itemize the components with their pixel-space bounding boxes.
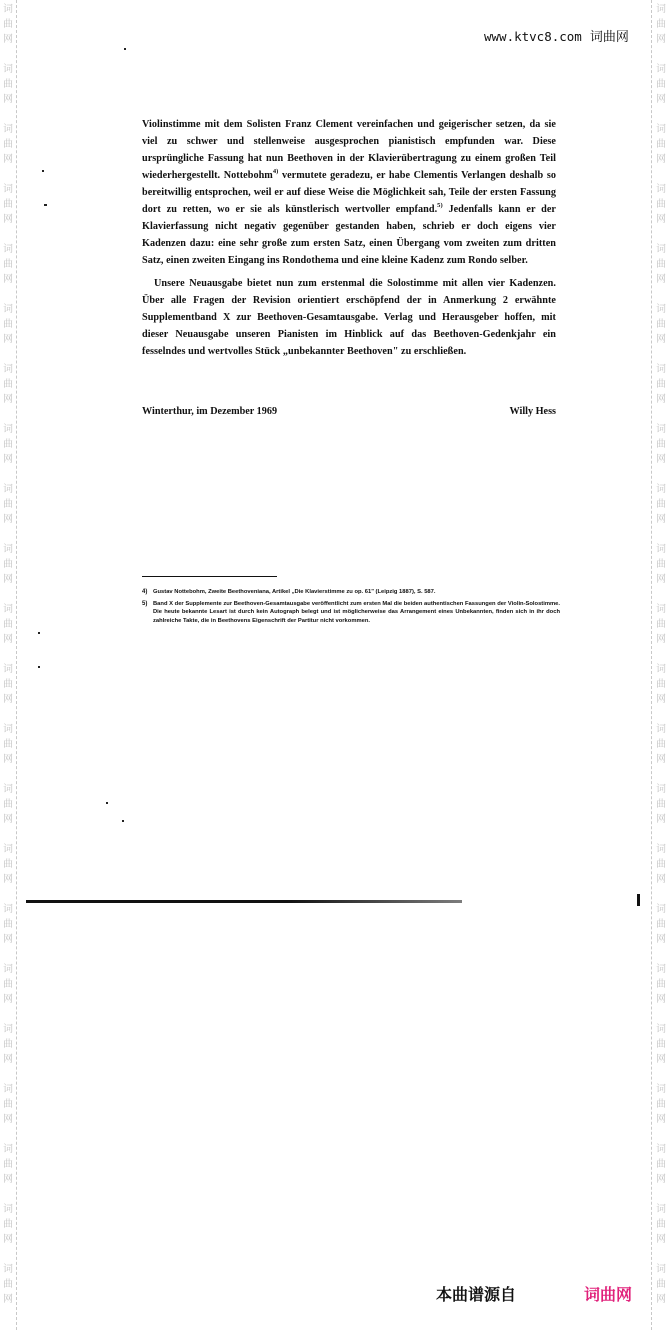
watermark-char: 词 — [656, 1084, 666, 1095]
watermark-char: 曲 — [3, 499, 13, 510]
watermark-group — [656, 60, 666, 120]
site-url[interactable]: www.ktvc8.com — [484, 29, 582, 44]
watermark-char: 词 — [3, 364, 13, 375]
watermark-char: 网 — [3, 34, 13, 45]
watermark-char: 词 — [3, 1204, 13, 1215]
scan-speck — [38, 632, 40, 634]
watermark-group — [656, 300, 666, 360]
watermark-char: 曲 — [656, 739, 666, 750]
watermark-char: 网 — [3, 154, 13, 165]
footnote-text: Band X der Supplemente zur Beethoven-Gesamtausgabe veröffentlicht zum ersten Mal die beiden authentischen Fassungen der Violin-Solostimme. Die heute bekannte Lesart ist durch kein Autograph belegt und ist möglicherweise das Arrangement eines Unbekannten, finden sich in ihr doch zahlreiche Takte, die in Beethovens Eigenschrift der Partitur nicht vorkommen. — [153, 600, 560, 624]
right-watermark-strip — [655, 0, 667, 1330]
watermark-char: 网 — [656, 814, 666, 825]
watermark-char: 曲 — [656, 79, 666, 90]
watermark-char: 网 — [3, 694, 13, 705]
watermark-char: 词 — [656, 844, 666, 855]
watermark-char: 网 — [3, 514, 13, 525]
paragraph-2: Unsere Neuausgabe bietet nun zum erstenmal die Solostimme mit allen vier Kadenzen. Über alle Fragen der Revision orientiert erschöpfend der in Anmerkung 2 erwähnte Supplementband X zur Beethoven-Gesamtausgabe. Verlag und Herausgeber hoffen, mit dieser Neuausgabe unseren Pianisten im Hinblick auf das Beethoven-Gedenkjahr ein fesselndes und wertvolles Stück „unbekannter Beethoven" zu erschließen. — [142, 278, 556, 357]
watermark-char: 网 — [656, 274, 666, 285]
watermark-group — [656, 1200, 666, 1260]
watermark-char: 词 — [3, 1084, 13, 1095]
footnote-ref-4: 4) — [272, 168, 279, 175]
watermark-char: 词 — [656, 724, 666, 735]
watermark-group — [656, 600, 666, 660]
watermark-char: 词 — [656, 784, 666, 795]
footnote-number: 5) — [142, 600, 148, 607]
footnotes — [142, 588, 560, 627]
watermark-char: 网 — [656, 1294, 666, 1305]
right-dashed-guide — [651, 0, 652, 1330]
watermark-char: 网 — [3, 934, 13, 945]
watermark-char: 曲 — [656, 319, 666, 330]
scan-speck — [42, 170, 44, 172]
paragraph-1-part-3: Jedenfalls kann er der Klavierfassung nicht negativ gegenüber gestanden haben, schrieb er doch eigens vier Kadenzen dazu: eine sehr große zum ersten Satz, einen Übergang vom zweiten zum dritten Satz, einen zweiten Eingang ins Rondothema und eine kleine Kadenz zum Rondo selber. — [142, 204, 556, 266]
watermark-char: 词 — [656, 1024, 666, 1035]
watermark-char: 曲 — [656, 439, 666, 450]
watermark-char: 词 — [3, 724, 13, 735]
main-text — [142, 116, 556, 360]
bottom-banner — [436, 1282, 636, 1304]
watermark-char: 曲 — [3, 859, 13, 870]
watermark-char: 网 — [656, 94, 666, 105]
watermark-char: 词 — [656, 664, 666, 675]
watermark-char: 网 — [3, 874, 13, 885]
watermark-char: 曲 — [656, 499, 666, 510]
scan-speck — [124, 48, 126, 50]
scan-speck — [122, 820, 124, 822]
watermark-char: 词 — [656, 424, 666, 435]
watermark-char: 曲 — [656, 139, 666, 150]
watermark-char: 词 — [656, 484, 666, 495]
watermark-char: 曲 — [656, 1159, 666, 1170]
watermark-char: 词 — [656, 184, 666, 195]
watermark-char: 词 — [3, 4, 13, 15]
author-name: Willy Hess — [509, 406, 556, 417]
left-dashed-guide — [16, 0, 17, 1330]
watermark-char: 曲 — [3, 199, 13, 210]
scan-speck — [44, 204, 47, 206]
watermark-group — [656, 1020, 666, 1080]
watermark-group — [3, 480, 13, 540]
watermark-char: 曲 — [3, 559, 13, 570]
watermark-char: 词 — [3, 604, 13, 615]
watermark-group — [3, 1140, 13, 1200]
watermark-char: 网 — [656, 754, 666, 765]
watermark-char: 词 — [3, 544, 13, 555]
watermark-char: 词 — [656, 1204, 666, 1215]
watermark-group — [3, 300, 13, 360]
watermark-char: 曲 — [3, 259, 13, 270]
watermark-char: 网 — [3, 454, 13, 465]
watermark-char: 网 — [656, 34, 666, 45]
watermark-char: 词 — [656, 124, 666, 135]
watermark-char: 曲 — [3, 919, 13, 930]
watermark-char: 网 — [656, 1054, 666, 1065]
watermark-group — [3, 900, 13, 960]
watermark-char: 网 — [3, 274, 13, 285]
site-name: 词曲网 — [589, 30, 629, 45]
watermark-char: 网 — [3, 1234, 13, 1245]
watermark-group — [3, 0, 13, 60]
watermark-char: 网 — [3, 754, 13, 765]
watermark-group — [3, 780, 13, 840]
watermark-char: 网 — [3, 574, 13, 585]
watermark-char: 曲 — [656, 559, 666, 570]
paragraph-1-part-2: vermutete geradezu, er habe Clementis Verlangen deshalb so bereitwillig entsprochen, weil er auf diese Weise die Möglichkeit sah, Teile der ersten Fassung dort zu retten, wo er sie als künstlerisch wertvoller empfand. — [142, 170, 556, 215]
watermark-char: 曲 — [3, 1039, 13, 1050]
watermark-char: 词 — [656, 1144, 666, 1155]
watermark-group — [656, 420, 666, 480]
watermark-char: 网 — [656, 214, 666, 225]
watermark-group — [656, 1080, 666, 1140]
paragraph-1 — [142, 116, 556, 269]
watermark-char: 曲 — [656, 859, 666, 870]
watermark-char: 词 — [3, 244, 13, 255]
watermark-char: 词 — [3, 1264, 13, 1275]
watermark-char: 词 — [656, 964, 666, 975]
watermark-char: 网 — [656, 334, 666, 345]
watermark-group — [3, 840, 13, 900]
watermark-char: 曲 — [3, 679, 13, 690]
watermark-char: 曲 — [656, 979, 666, 990]
watermark-group — [3, 960, 13, 1020]
watermark-group — [656, 900, 666, 960]
site-header — [484, 26, 629, 45]
watermark-group — [3, 540, 13, 600]
watermark-char: 网 — [3, 1114, 13, 1125]
watermark-char: 网 — [656, 1234, 666, 1245]
watermark-char: 网 — [656, 694, 666, 705]
watermark-char: 网 — [3, 1054, 13, 1065]
watermark-char: 词 — [656, 1264, 666, 1275]
watermark-char: 曲 — [3, 619, 13, 630]
watermark-char: 网 — [656, 394, 666, 405]
watermark-char: 网 — [3, 94, 13, 105]
watermark-char: 网 — [656, 1114, 666, 1125]
watermark-group — [3, 360, 13, 420]
brand-logo[interactable]: 词曲网 — [584, 1285, 633, 1304]
watermark-char: 词 — [3, 184, 13, 195]
watermark-group — [656, 840, 666, 900]
watermark-char: 曲 — [3, 1279, 13, 1290]
watermark-char: 曲 — [3, 379, 13, 390]
watermark-group — [3, 1260, 13, 1320]
watermark-char: 词 — [3, 124, 13, 135]
watermark-char: 曲 — [3, 739, 13, 750]
watermark-group — [3, 180, 13, 240]
watermark-char: 词 — [3, 1024, 13, 1035]
watermark-char: 网 — [3, 214, 13, 225]
footnote-ref-5: 5) — [437, 202, 443, 209]
watermark-char: 网 — [3, 334, 13, 345]
watermark-char: 曲 — [656, 1219, 666, 1230]
watermark-group — [3, 1020, 13, 1080]
watermark-char: 曲 — [656, 259, 666, 270]
watermark-char: 网 — [656, 514, 666, 525]
watermark-char: 曲 — [656, 679, 666, 690]
place-date: Winterthur, im Dezember 1969 — [142, 406, 278, 417]
watermark-char: 网 — [3, 634, 13, 645]
watermark-group — [656, 0, 666, 60]
footnote-4 — [142, 588, 560, 597]
watermark-char: 词 — [3, 844, 13, 855]
watermark-char: 曲 — [3, 1099, 13, 1110]
watermark-char: 词 — [656, 604, 666, 615]
scan-artifact-bar — [26, 900, 462, 903]
watermark-char: 词 — [656, 244, 666, 255]
watermark-char: 网 — [656, 874, 666, 885]
watermark-group — [656, 720, 666, 780]
watermark-char: 网 — [656, 934, 666, 945]
watermark-group — [656, 1140, 666, 1200]
watermark-char: 曲 — [3, 19, 13, 30]
watermark-group — [656, 660, 666, 720]
watermark-group — [3, 720, 13, 780]
watermark-char: 词 — [656, 304, 666, 315]
watermark-char: 曲 — [656, 1279, 666, 1290]
watermark-group — [656, 120, 666, 180]
watermark-char: 曲 — [3, 799, 13, 810]
watermark-char: 曲 — [3, 439, 13, 450]
watermark-group — [3, 420, 13, 480]
watermark-char: 词 — [3, 1144, 13, 1155]
watermark-char: 词 — [3, 64, 13, 75]
footnote-5 — [142, 600, 560, 626]
watermark-group — [656, 780, 666, 840]
watermark-char: 词 — [656, 64, 666, 75]
watermark-group — [3, 240, 13, 300]
watermark-char: 曲 — [3, 1219, 13, 1230]
watermark-char: 网 — [3, 394, 13, 405]
watermark-group — [3, 660, 13, 720]
footnote-text: Gustav Nottebohm, Zweite Beethoveniana, Artikel „Die Klavierstimme zu op. 61" (Leipzig 1887), S. 587. — [153, 589, 436, 595]
watermark-group — [3, 1080, 13, 1140]
watermark-char: 词 — [3, 424, 13, 435]
watermark-group — [656, 480, 666, 540]
scan-speck — [38, 666, 40, 668]
scan-artifact-mark — [637, 894, 640, 906]
watermark-char: 曲 — [3, 1159, 13, 1170]
watermark-char: 曲 — [656, 1039, 666, 1050]
watermark-char: 网 — [656, 454, 666, 465]
source-label: 本曲谱源自 — [436, 1285, 517, 1304]
watermark-group — [656, 240, 666, 300]
watermark-char: 词 — [3, 964, 13, 975]
watermark-char: 曲 — [656, 19, 666, 30]
watermark-char: 词 — [656, 904, 666, 915]
watermark-char: 网 — [656, 1174, 666, 1185]
signature-line — [142, 406, 556, 417]
watermark-char: 网 — [3, 1174, 13, 1185]
watermark-char: 网 — [3, 994, 13, 1005]
watermark-char: 网 — [656, 634, 666, 645]
watermark-group — [656, 540, 666, 600]
watermark-group — [656, 180, 666, 240]
watermark-char: 词 — [3, 664, 13, 675]
watermark-group — [656, 1260, 666, 1320]
watermark-char: 词 — [3, 904, 13, 915]
watermark-group — [656, 360, 666, 420]
footnote-number: 4) — [142, 589, 148, 595]
scan-speck — [106, 802, 108, 804]
watermark-group — [3, 60, 13, 120]
watermark-group — [3, 1200, 13, 1260]
watermark-char: 词 — [656, 4, 666, 15]
watermark-group — [3, 120, 13, 180]
watermark-group — [3, 600, 13, 660]
watermark-char: 网 — [656, 154, 666, 165]
watermark-char: 词 — [3, 784, 13, 795]
paragraph-1-part-1: Violinstimme mit dem Solisten Franz Clement vereinfachen und geigerischer setzen, da sie viel zu schwer und stellenweise ausgesprochen pianistisch empfunden war. Diese ursprüngliche Fassung hat nun Beethoven in der Klavierübertragung zu einem großen Teil wiederhergestellt. Nottebohm — [142, 119, 556, 181]
watermark-char: 词 — [3, 484, 13, 495]
watermark-char: 网 — [3, 814, 13, 825]
watermark-char: 曲 — [3, 319, 13, 330]
watermark-char: 词 — [656, 544, 666, 555]
watermark-char: 网 — [656, 994, 666, 1005]
watermark-char: 曲 — [656, 919, 666, 930]
watermark-char: 曲 — [3, 139, 13, 150]
footnote-rule — [142, 576, 277, 577]
watermark-group — [656, 960, 666, 1020]
watermark-char: 网 — [3, 1294, 13, 1305]
watermark-char: 网 — [656, 574, 666, 585]
watermark-char: 词 — [656, 364, 666, 375]
watermark-char: 曲 — [656, 379, 666, 390]
watermark-char: 曲 — [656, 199, 666, 210]
watermark-char: 曲 — [3, 79, 13, 90]
watermark-char: 曲 — [656, 799, 666, 810]
watermark-char: 曲 — [656, 619, 666, 630]
watermark-char: 词 — [3, 304, 13, 315]
left-watermark-strip — [2, 0, 14, 1330]
watermark-char: 曲 — [656, 1099, 666, 1110]
watermark-char: 曲 — [3, 979, 13, 990]
